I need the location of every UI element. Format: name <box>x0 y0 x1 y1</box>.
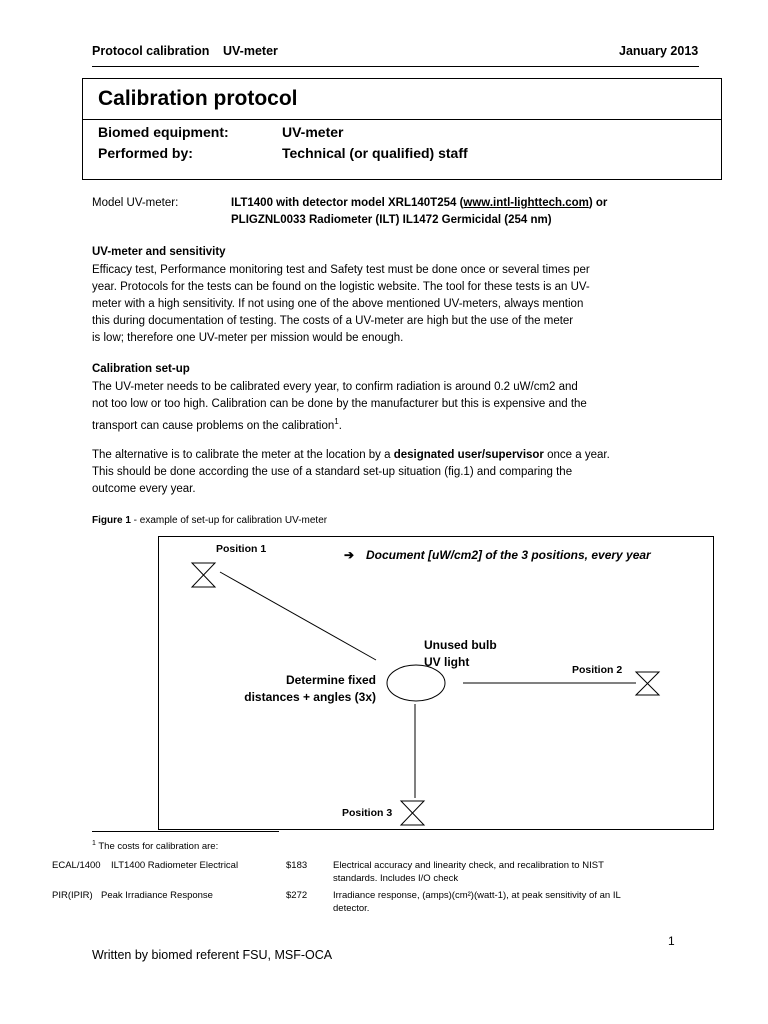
paragraph-text: once a year. <box>543 449 610 461</box>
position-1-marker-icon <box>192 563 215 587</box>
paragraph-setup <box>92 379 692 435</box>
paragraph-line: outcome every year. <box>92 483 196 495</box>
footnote-ref[interactable]: 1 <box>334 417 339 426</box>
paragraph-alternative <box>92 447 692 498</box>
header-doc-title: Protocol calibration <box>92 44 210 58</box>
paragraph-text: . <box>338 419 342 432</box>
header-date: January 2013 <box>619 44 699 58</box>
position-2-marker-icon <box>636 672 659 695</box>
equipment-value: UV-meter <box>282 124 344 140</box>
section-title-sensitivity: UV-meter and sensitivity <box>92 246 226 258</box>
title-divider <box>83 119 721 120</box>
paragraph-line: year. Protocols for the tests can be found on the logistic website. The tool for these tests is an UV- <box>92 281 590 293</box>
model-label: Model UV-meter: <box>92 197 179 209</box>
paragraph-line: This should be done according the use of a standard set-up situation (fig.1) and comparing the <box>92 466 573 478</box>
manufacturer-link[interactable]: www.intl-lighttech.com <box>463 197 589 209</box>
paragraph-line: is low; therefore one UV-meter per mission would be enough. <box>92 332 404 344</box>
footnote-rule <box>92 831 279 832</box>
footnote-row-2-price: $272 <box>286 890 308 901</box>
paragraph-text: The alternative is to calibrate the meter at the location by a <box>92 449 394 461</box>
performed-by-label: Performed by: <box>98 145 193 161</box>
determine-label-line-2: distances + angles (3x) <box>244 690 376 704</box>
designated-user-emphasis: designated user/supervisor <box>393 449 544 461</box>
footnote-row-1-code: ECAL/1400 <box>52 860 101 871</box>
figure-caption-text: - example of set-up for calibration UV-meter <box>130 515 328 526</box>
paragraph-line: meter with a high sensitivity. If not using one of the above mentioned UV-meters, always mention <box>92 298 584 310</box>
paragraph-line <box>92 447 692 464</box>
bulb-label-line-1: Unused bulb <box>424 638 497 652</box>
model-line-1 <box>231 197 607 209</box>
paragraph-line: Efficacy test, Performance monitoring test and Safety test must be done once or several times per <box>92 264 590 276</box>
footnote-row-2-code: PIR(IPIR) <box>52 890 93 901</box>
position-3-label: Position 3 <box>342 807 393 819</box>
bulb-label-line-2: UV light <box>424 655 470 669</box>
header-rule <box>92 66 699 67</box>
paragraph-line: The UV-meter needs to be calibrated every year, to confirm radiation is around 0.2 uW/cm2 and <box>92 381 578 393</box>
page-number: 1 <box>668 934 675 948</box>
paragraph-sensitivity <box>92 262 692 347</box>
model-line-1-text: ILT1400 with detector model XRL140T254 ( <box>231 197 464 209</box>
footnote-row-2-desc-2: detector. <box>333 903 370 914</box>
figure-caption <box>92 515 327 526</box>
footnote-row-2-name: Peak Irradiance Response <box>101 890 213 901</box>
footnote-number: 1 <box>92 840 96 847</box>
equipment-label: Biomed equipment: <box>98 124 229 140</box>
figure-label: Figure 1 <box>92 515 131 526</box>
determine-label-line-1: Determine fixed <box>285 673 376 687</box>
paragraph-line: not too low or too high. Calibration can be done by the manufacturer but this is expensive and the <box>92 398 587 410</box>
position-2-label: Position 2 <box>572 664 623 676</box>
footnote-row-1-desc-2: standards. Includes I/O check <box>333 873 459 884</box>
uv-bulb-ellipse <box>387 665 445 701</box>
section-title-setup: Calibration set-up <box>92 363 190 375</box>
footnote-intro-text: The costs for calibration are: <box>95 841 219 853</box>
setup-diagram <box>158 536 714 830</box>
footnote-row-1-desc-1: Electrical accuracy and linearity check, and recalibration to NIST <box>333 860 604 871</box>
line-to-position-1 <box>220 572 376 660</box>
position-3-marker-icon <box>401 801 424 825</box>
paragraph-line <box>92 413 692 435</box>
paragraph-text: transport can cause problems on the calibration <box>92 419 335 432</box>
model-line-1-end: ) or <box>588 197 608 209</box>
performed-by-value: Technical (or qualified) staff <box>282 145 468 161</box>
header-subject: UV-meter <box>223 44 278 58</box>
footer-text: Written by biomed referent FSU, MSF-OCA <box>92 948 333 962</box>
footnote-intro <box>92 840 218 852</box>
footnote-row-1-name: ILT1400 Radiometer Electrical <box>111 860 239 871</box>
title-box <box>82 78 722 180</box>
paragraph-line: this during documentation of testing. The costs of a UV-meter are high but the use of the meter <box>92 315 574 327</box>
footnote-row-1-price: $183 <box>286 860 308 871</box>
position-1-label: Position 1 <box>216 543 267 555</box>
footnote-row-2-desc-1: Irradiance response, (amps)(cm²)(watt-1), at peak sensitivity of an IL <box>333 890 621 901</box>
model-line-2: PLIGZNL0033 Radiometer (ILT) IL1472 Germicidal (254 nm) <box>231 214 552 226</box>
arrow-right-icon: ➔ <box>344 548 355 562</box>
page-title: Calibration protocol <box>98 87 298 110</box>
document-note: Document [uW/cm2] of the 3 positions, every year <box>366 548 651 562</box>
